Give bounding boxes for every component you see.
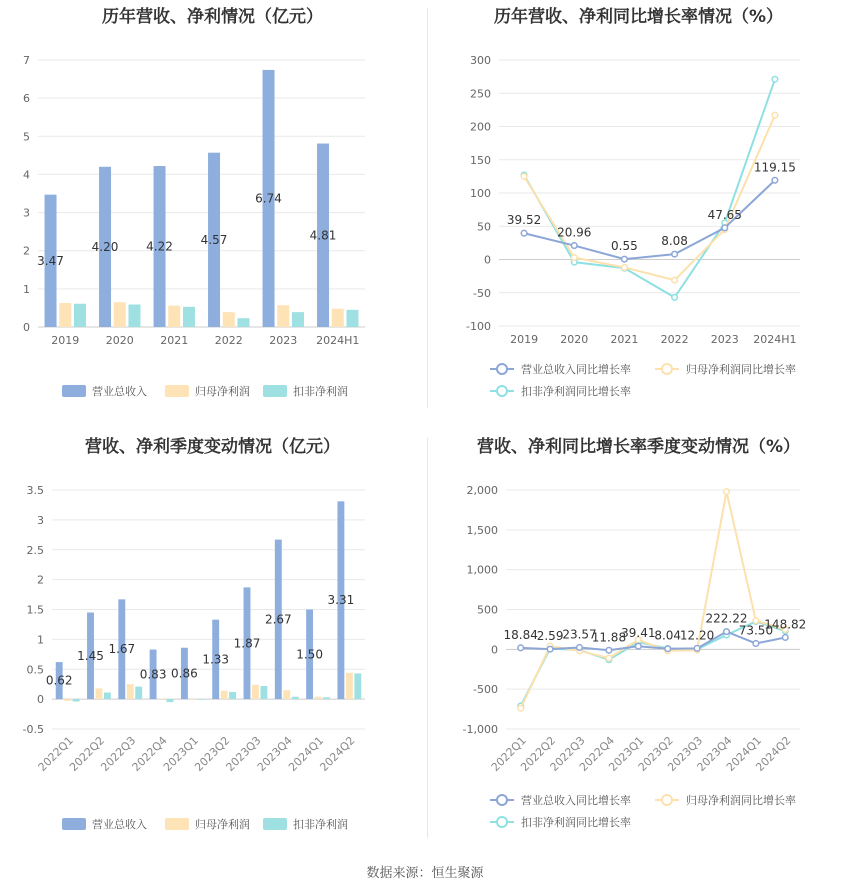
annual-line-x-tick-label: 2020: [560, 333, 589, 346]
quarterly-line-x-tick-label: 2022Q2: [518, 733, 559, 774]
quarterly-bar-bar: [135, 687, 142, 700]
quarterly-line-data-label: 18.84: [503, 627, 538, 642]
annual-line-point: [622, 256, 628, 262]
quarterly-bar-title: 营收、净利季度变动情况（亿元）: [85, 437, 340, 457]
annual-line-point: [672, 277, 678, 283]
quarterly-line-point: [783, 635, 789, 641]
quarterly-line-data-label: 23.57: [562, 627, 597, 642]
quarterly-bar-x-tick-label: 2023Q2: [192, 733, 233, 774]
annual-bar-y-tick-label: 6: [23, 92, 30, 106]
quarterly-bar-legend-swatch: [62, 818, 86, 830]
annual-line-legend-marker: [497, 386, 507, 396]
annual-line-legend-label: 归母净利润同比增长率: [686, 363, 796, 376]
quarterly-line-data-label: 11.88: [591, 630, 627, 645]
quarterly-bar-legend-swatch: [263, 818, 287, 830]
quarterly-line-data-label: 148.82: [764, 617, 807, 632]
annual-bar-bar: [128, 304, 140, 327]
annual-line-y-tick-label: 200: [470, 120, 491, 134]
annual-line-point: [772, 177, 778, 183]
annual-bar-x-tick-label: 2021: [160, 334, 189, 347]
quarterly-bar-x-tick-label: 2022Q4: [129, 733, 170, 774]
annual-line-y-tick-label: 150: [470, 153, 491, 167]
annual-line-legend-label: 营业总收入同比增长率: [521, 363, 631, 376]
quarterly-bar-bar: [260, 686, 267, 699]
quarterly-bar-bar: [354, 673, 361, 699]
quarterly-line-data-label: 39.41: [621, 626, 656, 641]
annual-bar-bar: [114, 302, 126, 327]
annual-bar-chart: [0, 0, 425, 420]
annual-line-point: [722, 225, 728, 231]
quarterly-line-panel: [427, 430, 850, 850]
quarterly-bar-bar: [189, 699, 196, 700]
annual-bar-bar: [277, 305, 289, 327]
quarterly-line-data-label: 2.59: [536, 629, 564, 644]
quarterly-bar-bar: [198, 699, 205, 700]
quarterly-line-point: [606, 647, 612, 653]
annual-bar-y-tick-label: 0: [23, 321, 30, 334]
annual-line-point: [571, 243, 577, 249]
annual-line-series-line: [524, 79, 775, 297]
annual-bar-legend-swatch: [165, 385, 189, 397]
annual-bar-bar: [332, 309, 344, 327]
quarterly-line-y-tick-label: 2,000: [466, 484, 498, 497]
quarterly-bar-bar: [229, 692, 236, 699]
quarterly-line-x-tick-label: 2024Q2: [753, 733, 794, 774]
quarterly-line-x-tick-label: 2023Q1: [606, 733, 647, 774]
quarterly-bar-y-tick-label: 1: [37, 633, 44, 647]
divider-top: [427, 8, 428, 408]
quarterly-bar-bar: [104, 693, 111, 700]
quarterly-bar-data-label: 1.87: [233, 636, 261, 651]
annual-bar-data-label: 4.57: [200, 232, 228, 247]
quarterly-line-point: [518, 705, 524, 711]
quarterly-line-point: [724, 629, 730, 635]
annual-line-y-tick-label: -100: [466, 320, 491, 333]
annual-line-y-tick-label: 300: [470, 54, 491, 67]
annual-bar-bar: [74, 304, 86, 327]
annual-bar-y-tick-label: 7: [23, 54, 30, 67]
quarterly-line-point: [547, 646, 553, 652]
annual-bar-data-label: 3.47: [37, 253, 64, 268]
quarterly-bar-bar: [346, 673, 353, 699]
quarterly-bar-x-tick-label: 2023Q1: [160, 733, 201, 774]
quarterly-line-data-label: 8.04: [654, 628, 682, 643]
quarterly-line-y-tick-label: 500: [477, 603, 498, 617]
quarterly-bar-y-tick-label: 1.5: [26, 603, 44, 617]
annual-bar-data-label: 4.22: [146, 239, 173, 254]
quarterly-bar-x-tick-label: 2024Q1: [286, 733, 327, 774]
annual-line-point: [772, 76, 778, 82]
quarterly-bar-bar: [315, 697, 322, 699]
annual-line-data-label: 0.55: [611, 239, 638, 254]
annual-line-x-tick-label: 2024H1: [753, 333, 797, 346]
quarterly-line-point: [636, 643, 642, 649]
data-source: 数据来源：恒生聚源: [366, 866, 484, 881]
annual-bar-x-tick-label: 2020: [105, 334, 134, 347]
quarterly-line-x-tick-label: 2022Q3: [547, 733, 588, 774]
annual-line-legend-label: 扣非净利润同比增长率: [521, 385, 631, 398]
annual-bar-bar: [168, 306, 180, 327]
annual-line-legend-marker: [662, 364, 672, 374]
annual-line-x-tick-label: 2023: [710, 333, 739, 346]
annual-line-y-tick-label: 50: [477, 220, 491, 234]
annual-bar-y-tick-label: 1: [23, 282, 30, 296]
quarterly-line-x-tick-label: 2023Q2: [635, 733, 676, 774]
annual-bar-legend-swatch: [263, 385, 287, 397]
quarterly-bar-x-tick-label: 2024Q2: [317, 733, 358, 774]
annual-line-series-line: [524, 115, 775, 280]
annual-line-point: [521, 174, 527, 180]
quarterly-bar-x-tick-label: 2022Q2: [67, 733, 108, 774]
quarterly-bar-legend-swatch: [165, 818, 189, 830]
quarterly-bar-bar: [73, 699, 80, 701]
annual-line-y-tick-label: 100: [470, 187, 491, 200]
annual-bar-bar: [292, 312, 304, 327]
annual-bar-x-tick-label: 2019: [51, 334, 80, 347]
quarterly-bar-legend-label: 营业总收入: [92, 818, 147, 831]
quarterly-bar-x-tick-label: 2022Q3: [98, 733, 139, 774]
annual-bar-y-tick-label: 4: [23, 168, 30, 182]
divider-bottom: [427, 438, 428, 838]
quarterly-line-legend-label: 扣非净利润同比增长率: [521, 816, 631, 829]
quarterly-bar-data-label: 3.31: [327, 593, 355, 608]
quarterly-bar-legend-label: 归母净利润: [195, 818, 250, 831]
annual-line-y-tick-label: -50: [473, 286, 491, 300]
quarterly-line-legend-marker: [497, 795, 507, 805]
quarterly-line-chart: [427, 430, 850, 850]
quarterly-bar-data-label: 0.62: [45, 673, 73, 688]
quarterly-bar-y-tick-label: 2: [37, 573, 44, 587]
quarterly-bar-bar: [96, 688, 103, 699]
annual-bar-y-tick-label: 2: [23, 244, 30, 258]
quarterly-bar-bar: [64, 699, 71, 701]
quarterly-bar-legend-label: 扣非净利润: [293, 818, 348, 831]
quarterly-line-y-tick-label: -1,000: [462, 723, 498, 736]
annual-bar-x-tick-label: 2024H1: [316, 334, 360, 347]
annual-line-data-label: 119.15: [753, 160, 796, 175]
annual-line-data-label: 20.96: [557, 225, 592, 240]
annual-line-x-tick-label: 2019: [510, 333, 539, 346]
quarterly-bar-data-label: 1.67: [108, 642, 136, 657]
annual-line-point: [672, 251, 678, 257]
annual-line-data-label: 8.08: [661, 234, 688, 249]
quarterly-bar-bar: [323, 697, 330, 699]
annual-bar-legend-label: 扣非净利润: [293, 385, 348, 398]
annual-bar-data-label: 4.20: [91, 239, 119, 254]
quarterly-line-title: 营收、净利同比增长率季度变动情况（%）: [476, 437, 801, 457]
quarterly-line-series-line: [521, 492, 786, 709]
annual-bar-bar: [59, 303, 71, 327]
quarterly-line-point: [665, 646, 671, 652]
quarterly-line-y-tick-label: -500: [473, 683, 498, 697]
quarterly-bar-data-label: 1.33: [202, 652, 230, 667]
quarterly-line-legend-label: 归母净利润同比增长率: [686, 794, 796, 807]
annual-bar-bar: [223, 312, 235, 327]
quarterly-bar-data-label: 0.83: [139, 667, 167, 682]
annual-bar-data-label: 6.74: [255, 191, 282, 206]
quarterly-bar-data-label: 1.45: [77, 648, 104, 663]
annual-line-point: [672, 295, 678, 301]
quarterly-line-data-label: 222.22: [705, 611, 748, 626]
quarterly-bar-bar: [127, 684, 134, 699]
annual-line-title: 历年营收、净利同比增长率情况（%）: [493, 7, 784, 27]
quarterly-bar-x-tick-label: 2023Q4: [254, 733, 295, 774]
quarterly-line-y-tick-label: 0: [491, 643, 498, 657]
quarterly-bar-y-tick-label: 0: [37, 693, 44, 707]
quarterly-line-x-tick-label: 2022Q4: [576, 733, 618, 774]
quarterly-line-point: [724, 489, 730, 495]
annual-bar-bar: [346, 310, 358, 327]
annual-bar-legend-label: 营业总收入: [92, 385, 147, 398]
quarterly-line-legend-label: 营业总收入同比增长率: [521, 794, 631, 807]
annual-line-legend-marker: [497, 364, 507, 374]
quarterly-line-legend-marker: [497, 817, 507, 827]
annual-line-y-tick-label: 250: [470, 87, 491, 101]
quarterly-line-x-tick-label: 2022Q1: [488, 733, 529, 774]
annual-line-point: [772, 112, 778, 118]
quarterly-line-point: [577, 645, 583, 651]
annual-line-chart: [427, 0, 850, 420]
quarterly-bar-bar: [292, 697, 299, 699]
annual-line-data-label: 39.52: [506, 213, 542, 228]
quarterly-line-point: [518, 645, 524, 651]
annual-bar-bar: [183, 307, 195, 327]
quarterly-line-x-tick-label: 2024Q1: [723, 733, 765, 774]
quarterly-bar-y-tick-label: 3.5: [26, 484, 44, 497]
annual-line-point: [571, 255, 577, 261]
quarterly-bar-panel: [0, 430, 425, 850]
annual-line-data-label: 47.65: [707, 207, 742, 222]
annual-bar-bar: [237, 318, 249, 327]
annual-line-y-tick-label: 0: [484, 253, 491, 267]
annual-bar-x-tick-label: 2023: [269, 334, 298, 347]
quarterly-bar-data-label: 1.50: [296, 647, 323, 662]
quarterly-bar-y-tick-label: 0.5: [26, 663, 44, 677]
quarterly-bar-data-label: 2.67: [264, 612, 292, 627]
quarterly-line-y-tick-label: 1,500: [466, 523, 498, 537]
quarterly-line-data-label: 73.50: [738, 623, 774, 638]
annual-bar-y-tick-label: 3: [23, 206, 30, 220]
quarterly-line-data-label: 12.20: [679, 628, 715, 643]
quarterly-line-point: [753, 641, 759, 647]
annual-bar-legend-swatch: [62, 385, 86, 397]
quarterly-bar-x-tick-label: 2022Q1: [35, 733, 76, 774]
quarterly-line-point: [606, 655, 612, 661]
annual-bar-title: 历年营收、净利情况（亿元）: [102, 7, 323, 27]
quarterly-line-y-tick-label: 1,000: [466, 563, 498, 577]
annual-line-point: [521, 230, 527, 236]
quarterly-line-x-tick-label: 2023Q3: [665, 733, 706, 774]
quarterly-bar-bar: [221, 691, 228, 699]
annual-bar-panel: [0, 0, 425, 420]
annual-bar-y-tick-label: 5: [23, 130, 30, 144]
quarterly-bar-chart: [0, 430, 425, 850]
annual-bar-x-tick-label: 2022: [214, 334, 243, 347]
annual-line-x-tick-label: 2021: [610, 333, 639, 346]
quarterly-bar-bar: [158, 699, 165, 700]
quarterly-bar-y-tick-label: -0.5: [22, 723, 44, 736]
annual-line-x-tick-label: 2022: [660, 333, 689, 346]
quarterly-bar-y-tick-label: 2.5: [26, 543, 44, 557]
quarterly-line-point: [694, 646, 700, 652]
annual-line-point: [622, 265, 628, 271]
quarterly-bar-bar: [283, 690, 290, 699]
annual-bar-legend-label: 归母净利润: [195, 385, 250, 398]
quarterly-bar-data-label: 0.86: [171, 666, 198, 681]
quarterly-bar-y-tick-label: 3: [37, 513, 44, 527]
quarterly-line-x-tick-label: 2023Q4: [694, 733, 735, 774]
quarterly-bar-bar: [252, 685, 259, 699]
quarterly-line-legend-marker: [662, 795, 672, 805]
annual-bar-data-label: 4.81: [309, 228, 337, 243]
quarterly-bar-x-tick-label: 2023Q3: [223, 733, 264, 774]
annual-line-panel: [427, 0, 850, 420]
quarterly-bar-bar: [167, 699, 174, 702]
